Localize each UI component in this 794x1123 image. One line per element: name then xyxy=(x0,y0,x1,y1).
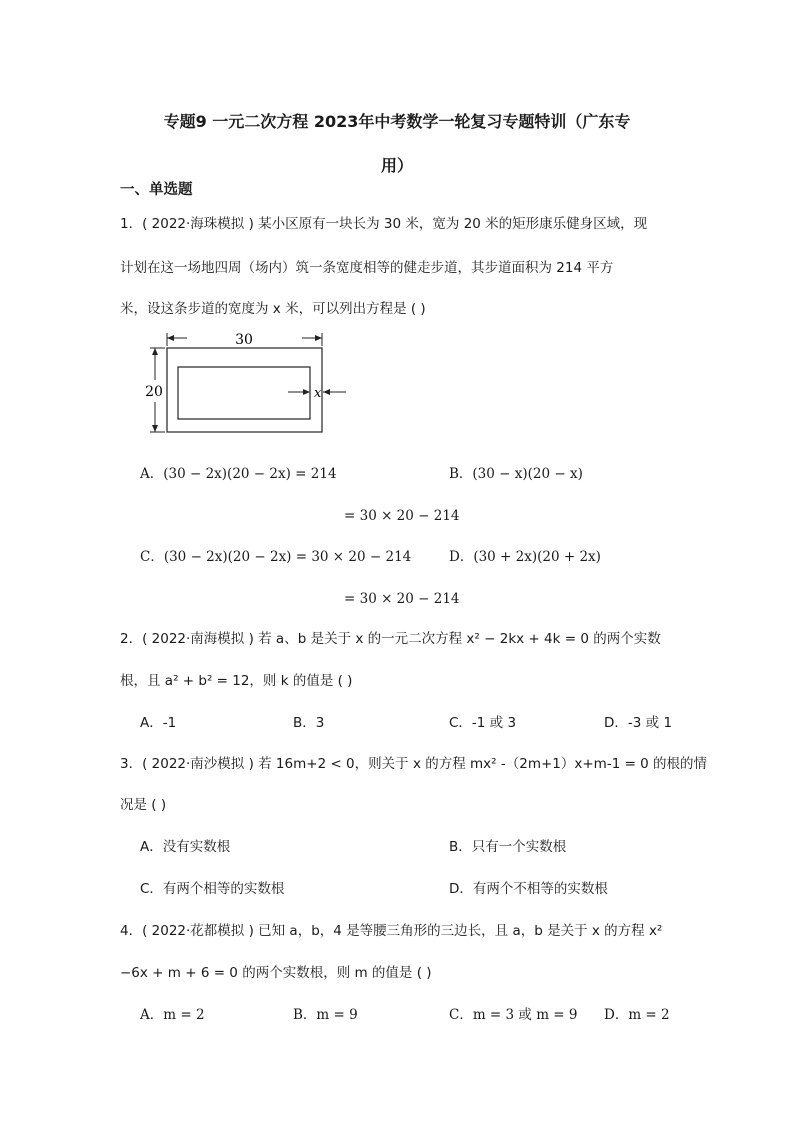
section-heading: 一、单选题 xyxy=(120,182,193,198)
question-3-option-c[interactable]: C．有两个相等的实数根 xyxy=(140,881,285,897)
question-4-line-2: −6x + m + 6 = 0 的两个实数根，则 m 的值是 ( ) xyxy=(120,965,432,981)
question-2-option-d[interactable]: D．-3 或 1 xyxy=(604,715,673,731)
question-1-option-b-continued: = 30 × 20 − 214 xyxy=(344,508,460,524)
question-4-option-c[interactable]: C．m = 3 或 m = 9 xyxy=(449,1007,578,1023)
question-1-option-d-continued: = 30 × 20 − 214 xyxy=(344,591,460,607)
title-line-2: 用） xyxy=(380,156,413,175)
question-3-option-b[interactable]: B．只有一个实数根 xyxy=(449,839,567,855)
question-3-option-a[interactable]: A．没有实数根 xyxy=(140,839,231,855)
question-1-line-1: 1．( 2022·海珠模拟 ) 某小区原有一块长为 30 米，宽为 20 米的矩形康乐健身区域，现 xyxy=(120,216,648,232)
question-4-option-d[interactable]: D．m = 2 xyxy=(604,1007,670,1023)
question-1-line-3: 米，设这条步道的宽度为 x 米，可以列出方程是 ( ) xyxy=(120,301,426,317)
question-3-option-d[interactable]: D．有两个不相等的实数根 xyxy=(449,881,608,897)
width-label: 20 xyxy=(145,384,163,400)
question-1-option-d[interactable]: D．(30 + 2x)(20 + 2x) xyxy=(449,549,601,565)
question-4-line-1: 4．( 2022·花都模拟 ) 已知 a，b，4 是等腰三角形的三边长，且 a，b 是关于 x 的方程 x² xyxy=(120,923,663,939)
question-1-option-b[interactable]: B．(30 − x)(20 − x) xyxy=(449,466,583,482)
inner-rectangle xyxy=(178,367,310,419)
path-width-label: x xyxy=(314,386,322,401)
title-line-1: 专题9 一元二次方程 2023年中考数学一轮复习专题特训（广东专 xyxy=(163,112,631,131)
question-1-option-a[interactable]: A．(30 − 2x)(20 − 2x) = 214 xyxy=(140,466,337,482)
question-3-line-1: 3．( 2022·南沙模拟 ) 若 16m+2 < 0，则关于 x 的方程 mx² -（2m+1）x+m-1 = 0 的根的情 xyxy=(120,756,708,772)
rectangle-path-figure xyxy=(140,332,355,442)
question-2-option-a[interactable]: A．-1 xyxy=(140,715,177,731)
question-2-option-b[interactable]: B．3 xyxy=(293,715,325,731)
question-2-line-2: 根，且 a² + b² = 12，则 k 的值是 ( ) xyxy=(120,673,353,689)
question-4-option-b[interactable]: B．m = 9 xyxy=(293,1007,358,1023)
question-2-option-c[interactable]: C．-1 或 3 xyxy=(449,715,517,731)
question-1-option-c[interactable]: C．(30 − 2x)(20 − 2x) = 30 × 20 − 214 xyxy=(140,549,412,565)
question-2-line-1: 2．( 2022·南海模拟 ) 若 a、b 是关于 x 的一元二次方程 x² − 2kx + 4k = 0 的两个实数 xyxy=(120,631,661,647)
document-title xyxy=(110,100,684,188)
question-4-option-a[interactable]: A．m = 2 xyxy=(140,1007,205,1023)
length-label: 30 xyxy=(235,332,253,348)
question-3-line-2: 况是 ( ) xyxy=(120,797,167,813)
question-1-line-2: 计划在这一场地四周（场内）筑一条宽度相等的健走步道，其步道面积为 214 平方 xyxy=(120,260,614,276)
